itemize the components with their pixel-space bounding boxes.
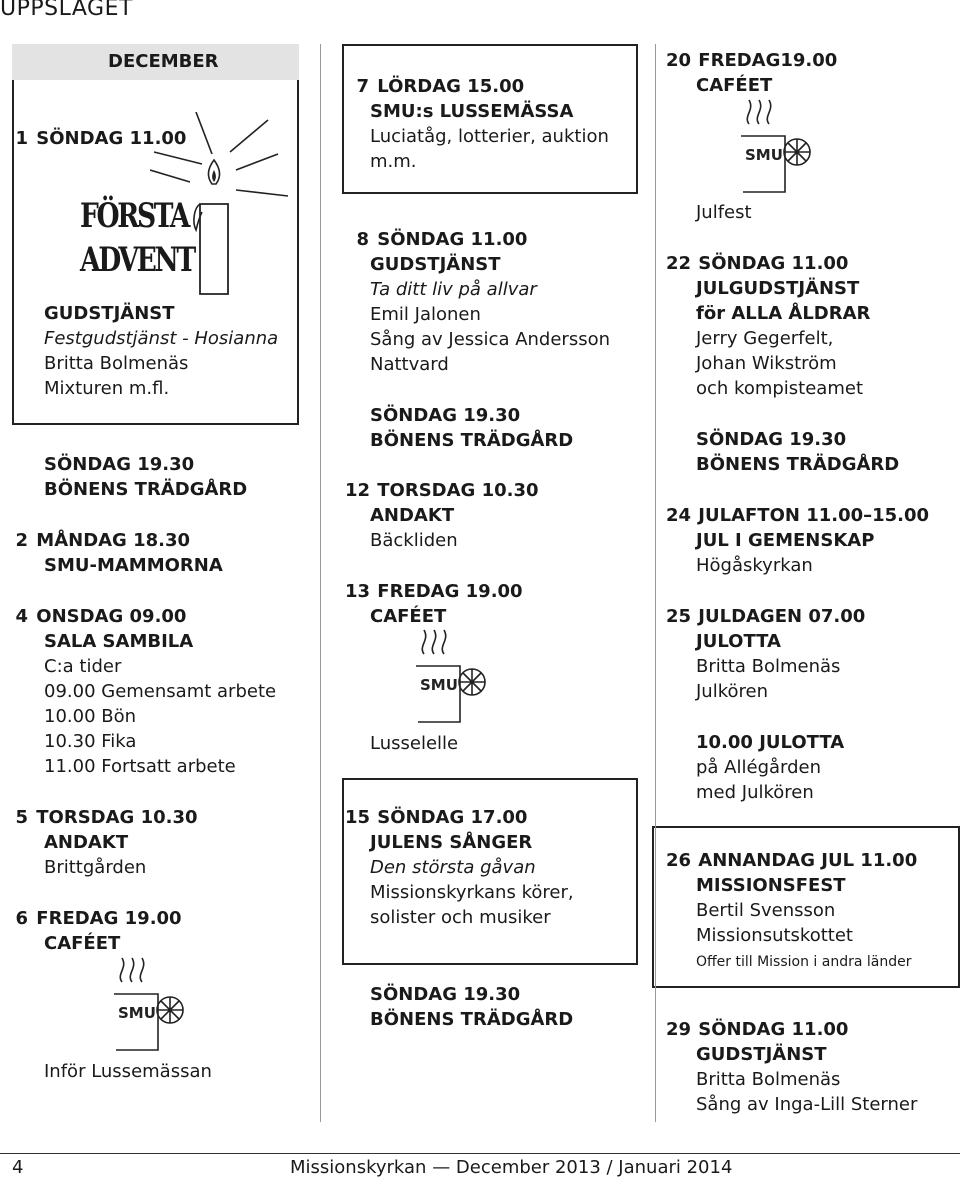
event-subtitle: Den största gåvan [370, 857, 536, 878]
smu-logo-text: SMU [118, 1004, 156, 1022]
event-detail: 09.00 Gemensamt arbete [44, 681, 277, 702]
smu-logo-text: SMU [420, 676, 458, 694]
event-day: 24 JULAFTON 11.00–15.00 [666, 505, 930, 526]
column-divider [655, 44, 656, 1122]
event-detail: Mixturen m.fl. [44, 378, 170, 399]
event-detail: Britta Bolmenäs [696, 1069, 841, 1090]
event-day: 5 TORSDAG 10.30 [15, 807, 198, 828]
event-detail: Britta Bolmenäs [44, 353, 189, 374]
event-title: 10.00 JULOTTA [696, 732, 845, 753]
event-time: SÖNDAG 19.30 [370, 405, 521, 426]
event-subtitle: Festgudstjänst - Hosianna [44, 328, 279, 349]
event-title: SMU-MAMMORNA [44, 555, 223, 576]
event-title: JULGUDSTJÄNST [696, 278, 860, 299]
event-title: JULENS SÅNGER [370, 832, 533, 853]
advent-title: FÖRSTA ADVENT [80, 196, 194, 280]
event-day: 13 FREDAG 19.00 [345, 581, 523, 602]
event-day: 15 SÖNDAG 17.00 [345, 807, 528, 828]
event-time: SÖNDAG 19.30 [370, 984, 521, 1005]
event-title: för ALLA ÅLDRAR [696, 303, 871, 324]
event-title: JUL I GEMENSKAP [696, 530, 875, 551]
event-title: CAFÉET [370, 606, 447, 627]
coffee-cup-icon [735, 96, 819, 196]
event-day: 1 SÖNDAG 11.00 [15, 128, 187, 149]
event-detail: Johan Wikström [696, 353, 837, 374]
smu-logo-text: SMU [745, 146, 783, 164]
event-detail: Sång av Inga-Lill Sterner [696, 1094, 918, 1115]
event-day: 8 SÖNDAG 11.00 [356, 229, 528, 250]
event-detail: Lusselelle [370, 733, 459, 754]
event-day: 4 ONSDAG 09.00 [15, 606, 187, 627]
event-title: GUDSTJÄNST [370, 254, 501, 275]
footer-title: Missionskyrkan — December 2013 / Januari 2014 [290, 1157, 733, 1178]
event-detail: Julfest [696, 202, 752, 223]
event-day: 26 ANNANDAG JUL 11.00 [666, 850, 918, 871]
event-detail: Emil Jalonen [370, 304, 481, 325]
coffee-cup-icon [410, 626, 494, 726]
event-detail: C:a tider [44, 656, 122, 677]
event-detail: Missionskyrkans körer, [370, 882, 574, 903]
column-divider [320, 44, 321, 1122]
event-time: SÖNDAG 19.30 [44, 454, 195, 475]
event-title: ANDAKT [370, 505, 455, 526]
event-title: JULOTTA [696, 631, 781, 652]
event-detail: m.m. [370, 151, 417, 172]
event-title: MISSIONSFEST [696, 875, 846, 896]
event-title: SMU:s LUSSEMÄSSA [370, 101, 574, 122]
section-label: UPPSLAGET [0, 0, 133, 21]
event-detail: Luciatåg, lotterier, auktion [370, 126, 609, 147]
event-detail: Jerry Gegerfelt, [696, 328, 834, 349]
event-day: 7 LÖRDAG 15.00 [356, 76, 525, 97]
event-detail: med Julkören [696, 782, 814, 803]
event-detail: Julkören [696, 681, 768, 702]
event-title: CAFÉET [696, 75, 773, 96]
event-title: GUDSTJÄNST [696, 1044, 827, 1065]
event-detail: Sång av Jessica Andersson [370, 329, 611, 350]
event-day: 29 SÖNDAG 11.00 [666, 1019, 849, 1040]
event-day: 6 FREDAG 19.00 [15, 908, 182, 929]
event-title: BÖNENS TRÄDGÅRD [44, 479, 248, 500]
event-detail: solister och musiker [370, 907, 551, 928]
event-detail: Nattvard [370, 354, 449, 375]
event-title: BÖNENS TRÄDGÅRD [370, 430, 574, 451]
event-detail: Inför Lussemässan [44, 1061, 212, 1082]
event-time: SÖNDAG 19.30 [696, 429, 847, 450]
event-detail: 10.30 Fika [44, 731, 137, 752]
event-detail: 10.00 Bön [44, 706, 137, 727]
event-detail: Britta Bolmenäs [696, 656, 841, 677]
event-detail: och kompisteamet [696, 378, 864, 399]
event-day: 20 FREDAG19.00 [666, 50, 838, 71]
month-heading: DECEMBER [108, 51, 219, 72]
event-subtitle: Ta ditt liv på allvar [370, 279, 537, 300]
event-detail: 11.00 Fortsatt arbete [44, 756, 236, 777]
event-detail: Offer till Mission i andra länder [696, 954, 912, 970]
event-detail: Brittgården [44, 857, 147, 878]
event-detail: Bertil Svensson [696, 900, 836, 921]
event-detail: Högåskyrkan [696, 555, 813, 576]
event-title: CAFÉET [44, 933, 121, 954]
coffee-cup-icon [108, 954, 192, 1054]
footer-divider [0, 1153, 960, 1154]
event-title: SALA SAMBILA [44, 631, 194, 652]
event-title: BÖNENS TRÄDGÅRD [696, 454, 900, 475]
event-day: 12 TORSDAG 10.30 [345, 480, 539, 501]
event-detail: Bäckliden [370, 530, 458, 551]
event-day: 2 MÅNDAG 18.30 [15, 530, 191, 551]
event-title: GUDSTJÄNST [44, 303, 175, 324]
event-detail: Missionsutskottet [696, 925, 853, 946]
page-number: 4 [12, 1157, 24, 1178]
event-detail: på Allégården [696, 757, 822, 778]
event-day: 22 SÖNDAG 11.00 [666, 253, 849, 274]
event-title: BÖNENS TRÄDGÅRD [370, 1009, 574, 1030]
event-day: 25 JULDAGEN 07.00 [666, 606, 866, 627]
event-title: ANDAKT [44, 832, 129, 853]
